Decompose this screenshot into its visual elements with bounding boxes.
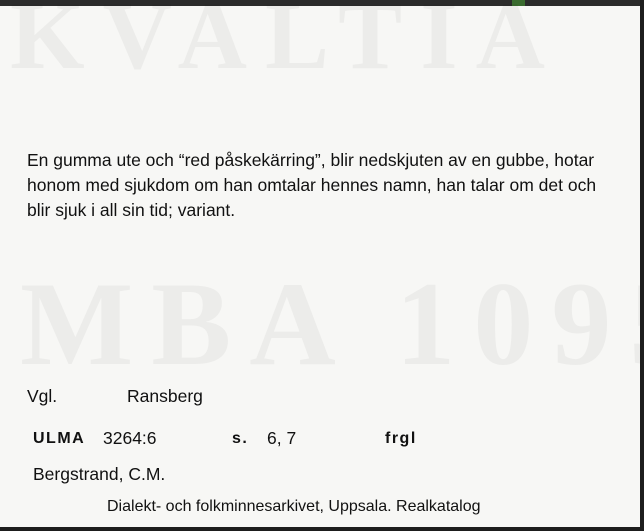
- page-value: 6, 7: [267, 428, 297, 448]
- type-code: frgl: [385, 430, 417, 447]
- bleed-through-top: [10, 0, 563, 91]
- ulma-label: ULMA: [33, 430, 86, 447]
- collector-name: Bergstrand, C.M.: [33, 464, 166, 484]
- bleed-through-middle: [20, 255, 644, 393]
- vgl-value: Ransberg: [127, 386, 203, 406]
- page-label: s.: [232, 430, 249, 447]
- card-description: En gumma ute och “red påskekärring”, blir nedskjuten av en gubbe, hotar honom med sjukdom om han omtalar hennes namn, han talar om det och blir sjuk i all sin tid; variant.: [27, 150, 597, 220]
- ulma-number: 3264:6: [103, 428, 157, 448]
- vgl-label: Vgl.: [27, 386, 58, 406]
- archive-footer: Dialekt- och folkminnesarkivet, Uppsala. Realkatalog: [107, 498, 481, 515]
